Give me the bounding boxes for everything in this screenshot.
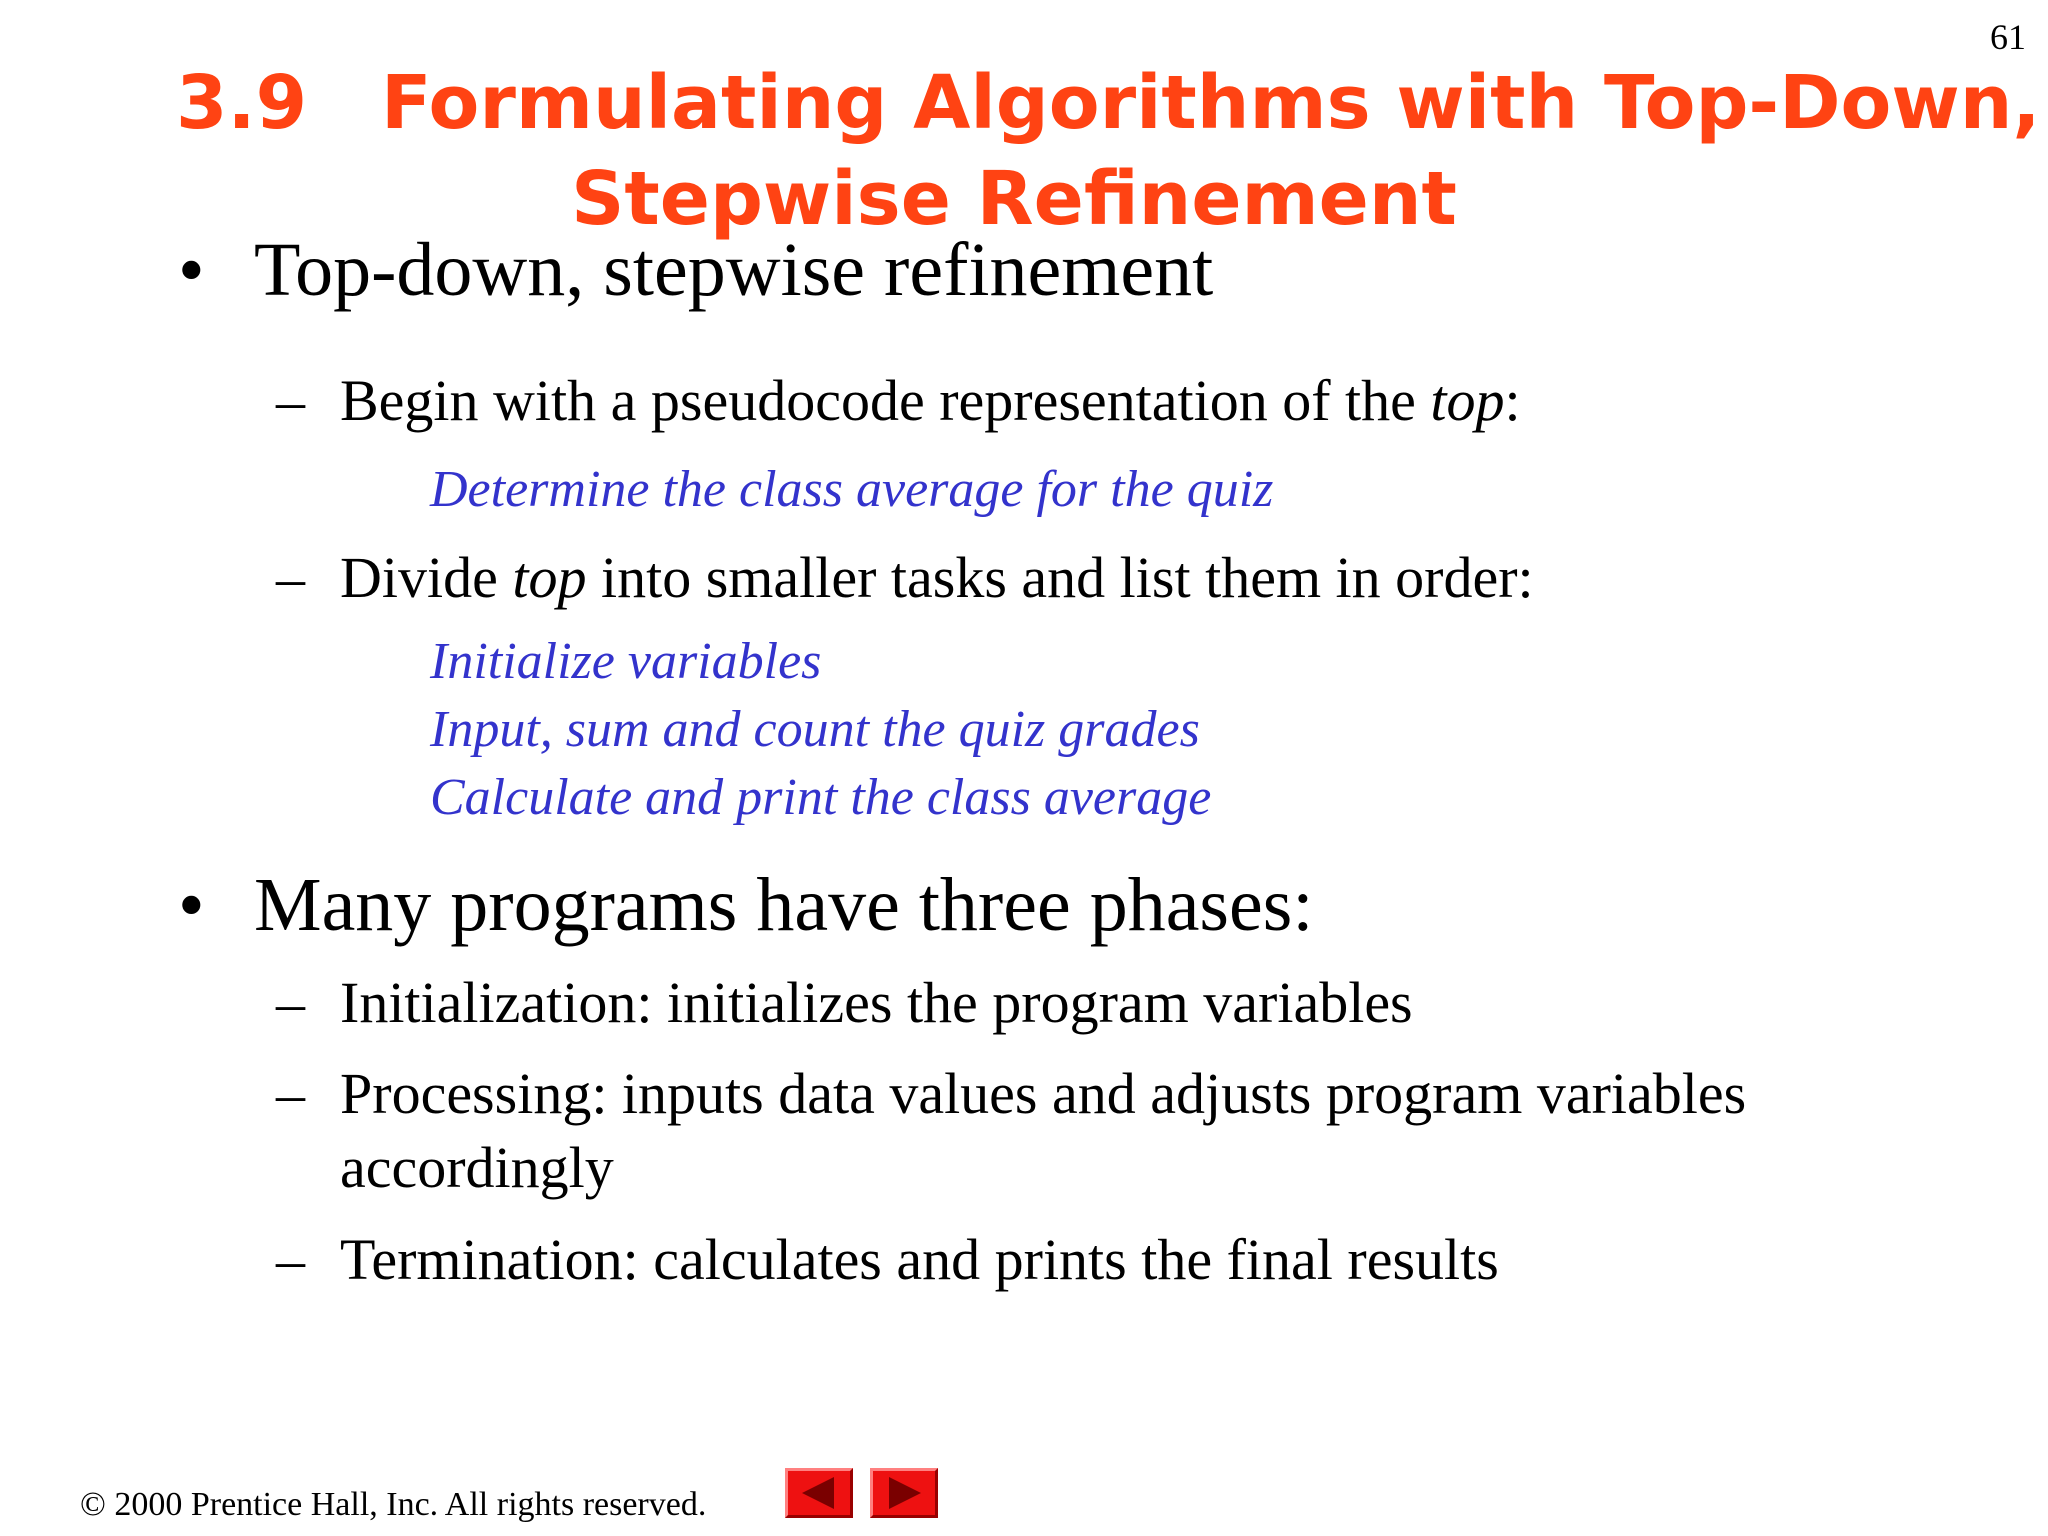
slide-title bbox=[0, 55, 2048, 247]
page-number: 61 bbox=[1990, 17, 2026, 57]
dash-marker: – bbox=[276, 1061, 305, 1126]
sub-bullet-text: Processing: inputs data values and adjusts program variables bbox=[340, 1061, 1747, 1126]
pseudocode-line: Determine the class average for the quiz bbox=[430, 461, 1274, 518]
bullet-dot: • bbox=[178, 863, 205, 947]
sub2-emphasis: top bbox=[512, 545, 587, 610]
sub1-emphasis: top bbox=[1430, 368, 1505, 433]
sub-bullet-text bbox=[340, 368, 1521, 433]
sub-bullet-processing bbox=[276, 1056, 1746, 1132]
sub-bullet-divide bbox=[276, 540, 1534, 616]
bullet-text: Top-down, stepwise refinement bbox=[254, 228, 1214, 312]
sub2-post: into smaller tasks and list them in order: bbox=[586, 545, 1534, 610]
pseudocode-line: Initialize variables bbox=[430, 633, 822, 690]
pseudocode-line: Input, sum and count the quiz grades bbox=[430, 701, 1200, 758]
dash-marker: – bbox=[276, 1227, 305, 1292]
bullet-text: Many programs have three phases: bbox=[254, 863, 1314, 947]
sub-bullet-text bbox=[340, 545, 1534, 610]
sub-bullet-begin bbox=[276, 363, 1521, 439]
sub-bullet-text: Termination: calculates and prints the final results bbox=[340, 1227, 1499, 1292]
sub-bullet-text: Initialization: initializes the program variables bbox=[340, 970, 1413, 1035]
sub-bullet-continuation: accordingly bbox=[340, 1135, 614, 1200]
dash-marker: – bbox=[276, 545, 305, 610]
pseudocode-line: Calculate and print the class average bbox=[430, 769, 1212, 826]
dash-marker: – bbox=[276, 368, 305, 433]
title-text-1: Formulating Algorithms with Top-Down, bbox=[381, 60, 2041, 146]
sub1-pre: Begin with a pseudocode representation of the bbox=[340, 368, 1431, 433]
section-number: 3.9 bbox=[176, 60, 308, 146]
title-line-2: Stepwise Refinement bbox=[571, 156, 1457, 242]
sub-bullet-termination bbox=[276, 1222, 1499, 1298]
bullet-three-phases bbox=[178, 860, 1313, 950]
sub1-post: : bbox=[1504, 368, 1521, 433]
previous-slide-button[interactable] bbox=[785, 1468, 853, 1518]
dash-marker: – bbox=[276, 970, 305, 1035]
bullet-dot: • bbox=[178, 228, 205, 312]
bullet-top-down bbox=[178, 225, 1213, 315]
sub2-pre: Divide bbox=[340, 545, 513, 610]
triangle-left-icon bbox=[788, 1471, 850, 1515]
next-slide-button[interactable] bbox=[870, 1468, 938, 1518]
copyright-footer: © 2000 Prentice Hall, Inc. All rights reserved. bbox=[80, 1486, 707, 1523]
title-line-1 bbox=[0, 55, 2048, 151]
triangle-right-icon bbox=[873, 1471, 935, 1515]
sub-bullet-initialization bbox=[276, 965, 1413, 1041]
